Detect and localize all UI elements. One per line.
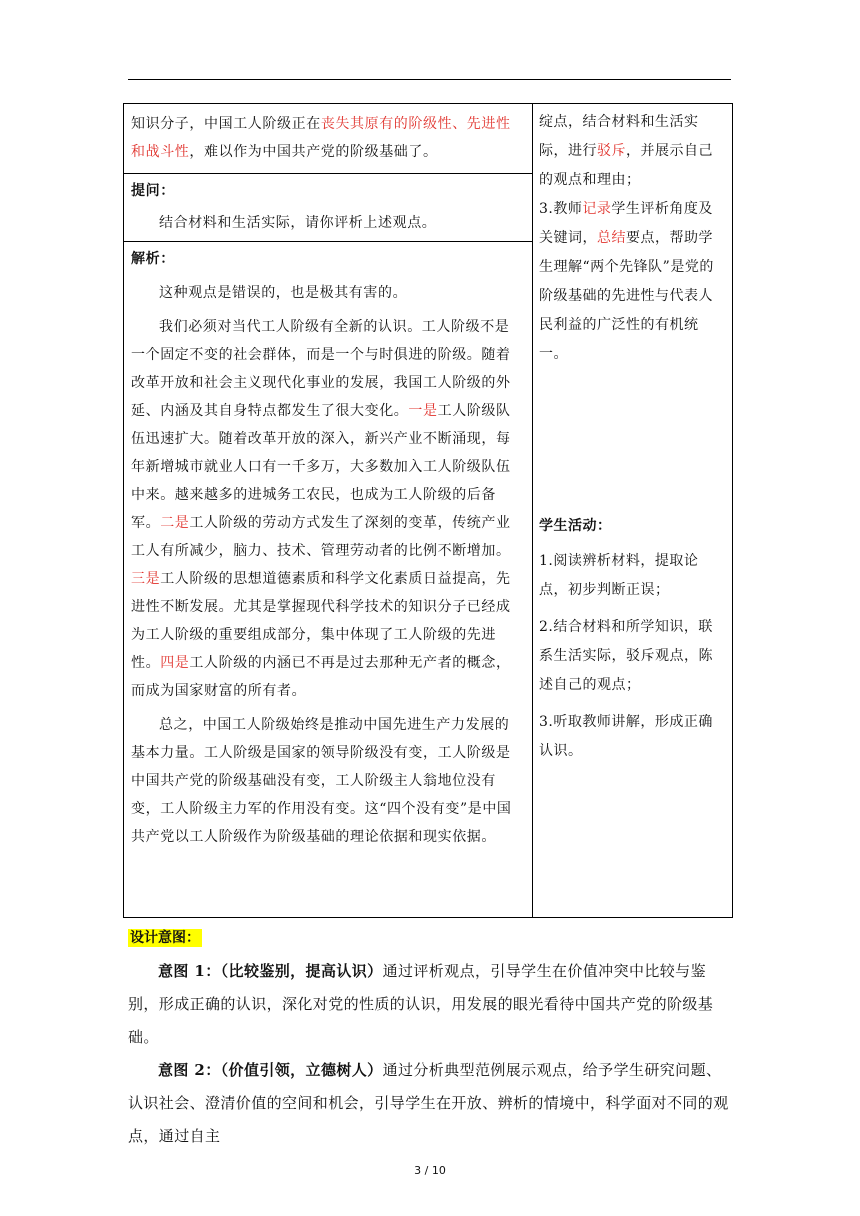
teacher-highlight: 驳斥 — [597, 143, 626, 159]
analysis-p2-text: 工人阶级的内涵已不再是过去那种无产者的概念，而成为国家财富的所有者。 — [131, 655, 511, 699]
analysis-cell — [131, 245, 523, 851]
intent-1-label: 意图 1：（比较鉴别，提高认识） — [158, 962, 383, 980]
intent-1 — [128, 955, 732, 1054]
intro-text-end: ，难以作为中国共产党的阶级基础了。 — [189, 144, 438, 160]
analysis-paragraph-1: 这种观点是错误的，也是极其有害的。 — [159, 285, 408, 301]
lesson-table — [123, 103, 733, 918]
teacher-text: ，并展示自己的观点和理由； — [539, 143, 713, 188]
intent-2-label: 意图 2：（价值引领，立德树人） — [158, 1061, 383, 1079]
analysis-p2-text: 工人阶级队伍迅速扩大。随着改革开放的深入，新兴产业不断涌现，每年新增城市就业人口有一千多万，大多数加入工人阶级队伍中来。越来越多的进城务工农民，也成为工人阶级的后备军。 — [131, 403, 511, 531]
intro-highlight: 丧失其原有的阶级性、先进性和战斗性 — [131, 116, 511, 160]
analysis-p2-text: 我们必须对当代工人阶级有全新的认识。工人阶级不是一个固定不变的社会群体，而是一个与时俱进的阶级。随着改革开放和社会主义现代化事业的发展，我国工人阶级的外延、内涵及其自身特点都发生了很大变化。 — [131, 319, 511, 419]
intro-material — [131, 110, 523, 166]
teacher-activity — [539, 108, 727, 369]
student-activity — [539, 512, 727, 766]
row-divider — [124, 173, 532, 174]
intent-1-text: 通过评析观点，引导学生在价值冲突中比较与鉴别，形成正确的认识，深化对党的性质的认识，用发展的眼光看待中国共产党的阶级基础。 — [128, 962, 714, 1046]
teacher-text: 学生评析角度及关键词， — [539, 201, 713, 246]
teacher-highlight: 总结 — [597, 230, 626, 246]
student-step-2: 2.结合材料和所学知识，联系生活实际，驳斥观点，陈述自己的观点； — [539, 619, 713, 693]
analysis-label: 解析： — [131, 251, 175, 267]
student-activity-label: 学生活动： — [539, 518, 612, 534]
student-step-1: 1.阅读辨析材料，提取论点，初步判断正误； — [539, 553, 699, 598]
teacher-step-2 — [539, 108, 727, 195]
teacher-highlight: 记录 — [582, 201, 612, 217]
teacher-step-3 — [539, 195, 727, 369]
design-intent-title: 设计意图： — [130, 930, 200, 946]
intro-text: 知识分子，中国工人阶级正在 — [131, 116, 321, 132]
point-four: 四是 — [160, 655, 190, 671]
point-two: 二是 — [160, 515, 190, 531]
intent-2-text: 通过分析典型范例展示观点，给予学生研究问题、认识社会、澄清价值的空间和机会，引导学生在开放、辨析的情境中，科学面对不同的观点，通过自主 — [128, 1061, 729, 1145]
intent-2 — [128, 1054, 732, 1153]
teacher-text: 要点，帮助学生理解“两个先锋队”是党的阶级基础的先进性与代表人民利益的广泛性的有机统一。 — [539, 230, 714, 362]
design-intent — [128, 921, 732, 1153]
question-cell — [131, 177, 523, 237]
analysis-p2-text: 工人阶级的思想道德素质和科学文化素质日益提高，先进性不断发展。尤其是掌握现代科学技术的知识分子已经成为工人阶级的重要组成部分，集中体现了工人阶级的先进性。 — [131, 571, 511, 671]
header-rule — [128, 79, 731, 80]
point-three: 三是 — [131, 571, 161, 587]
teacher-text: 绽点，结合材料和生活实际，进行 — [539, 114, 699, 159]
page-number: 3 / 10 — [414, 1164, 446, 1177]
question-label: 提问： — [131, 183, 175, 199]
analysis-paragraph-2 — [131, 313, 523, 705]
analysis-p2-text: 工人阶级的劳动方式发生了深刻的变革，传统产业工人有所减少，脑力、技术、管理劳动者的比例不断增加。 — [131, 515, 511, 559]
student-step-3: 3.听取教师讲解，形成正确认识。 — [539, 714, 713, 759]
analysis-paragraph-3: 总之，中国工人阶级始终是推动中国先进生产力发展的基本力量。工人阶级是国家的领导阶级没有变，工人阶级是中国共产党的阶级基础没有变，工人阶级主人翁地位没有变，工人阶级主力军的作用没有变。这“四个没有变”是中国共产党以工人阶级作为阶级基础的理论依据和现实依据。 — [131, 717, 512, 845]
teacher-text: 3.教师 — [539, 201, 583, 217]
column-divider — [532, 104, 533, 917]
row-divider — [124, 241, 532, 242]
point-one: 一是 — [408, 403, 438, 419]
question-text: 结合材料和生活实际，请你评析上述观点。 — [159, 215, 437, 231]
